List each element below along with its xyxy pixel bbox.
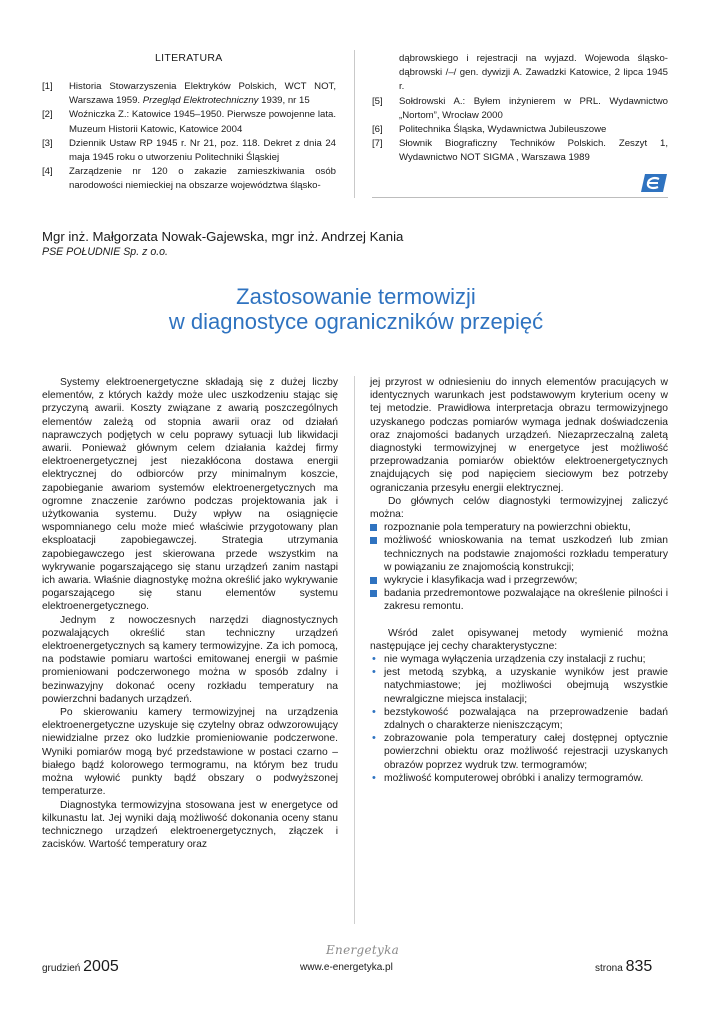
reference-number: [4]: [42, 166, 53, 178]
goals-list: [370, 521, 668, 613]
reference-item: [42, 165, 336, 193]
body-paragraph: Diagnostyka termowizyjna stosowana jest w energetyce od kilkunastu lat. Jej wyniki dają możliwość dokonania oceny stanu technicznego urządzeń elektroenergetycznych, złączek i zacisków. Wartość temperatury oraz: [42, 799, 338, 851]
body-paragraph: Do głównych celów diagnostyki termowizyjnej zaliczyć można:: [370, 495, 668, 521]
reference-item: [372, 123, 668, 137]
footer-year: 2005: [83, 958, 119, 975]
reference-item: [42, 137, 336, 165]
reference-item: [372, 95, 668, 123]
list-item: rozpoznanie pola temperatury na powierzchni obiektu,: [370, 521, 668, 534]
body-paragraph: Jednym z nowoczesnych narzędzi diagnostycznych pozwalających określić stan techniczny urządzeń elektroenergetycznych są kamery termowizyjne. Za ich pomocą, na podstawie pomiaru wartości emitowanej energii w paśmie promieniowani podczerwonego można w sposób zdalny i bezinwazyjny dokonać oceny rozkładu temperatury na powierzchni badanych urządzeń.: [42, 614, 338, 705]
page-number: 835: [625, 958, 653, 975]
body-paragraph: Po skierowaniu kamery termowizyjnej na urządzenia elektroenergetyczne uzyskuje się czytelny obraz odwzorowujący niewidzialne przez oko ludzkie promieniowanie podczerwone. Wyniki pomiarów mogą być przedstawione w postaci czarno – białego bądź kolorowego termogramu, na którym bez trudu można wyłowić punkty bądź obszary o podwyższonej temperaturze.: [42, 707, 338, 798]
body-paragraph: Systemy elektroenergetyczne składają się z dużej liczby elementów, z których każdy może ulec uszkodzeniu stając się przyczyną awarii. Koszty związane z awarią poszczególnych elementów zależą od stopnia awarii oraz od działań naprawczych podjętych w celu poprawy sytuacji lub likwidacji awarii. Ponieważ głównym celem działania każdej firmy elektroenergetycznej jest niezakłócona dostawa energii elektrycznej do odbiorców przy minimalnym koszcie, zapobieganie awariom systemów elektroenergetycznych ma ogromne znaczenie zarówno podczas projektowania jak i użytkowania systemu. Duży wpływ na osiągnięcie wspomnianego celu może mieć właściwie przygotowany plan eksploatacji zapobiegawczej. Strategia utrzymania zapobiegawczego jest skierowana przede wszystkim na wykrywanie pogarszającego się stanu urządzeń zanim nastąpi ich awaria. Właśnie diagnostykę można określić jako wykrywanie pogarszającego się stanu elementów systemu elektroenergetycznego.: [42, 377, 338, 613]
reference-number: [6]: [372, 124, 383, 136]
footer-month: grudzień: [42, 963, 81, 974]
article-right-column: [370, 376, 668, 785]
list-item: możliwość wnioskowania na temat uszkodzeń lub zmian technicznych na podstawie znajomości rozkładu temperatury w powiązaniu ze znajomością konstrukcji;: [370, 534, 668, 574]
list-item: • bezstykowość pozwalająca na przeprowadzenie badań zdalnych o charakterze nieniszczącym;: [370, 706, 668, 732]
footer-url: www.e-energetyka.pl: [300, 962, 393, 973]
features-list: [370, 653, 668, 785]
literature-heading: LITERATURA: [155, 52, 223, 64]
list-item: • jest metodą szybką, a uzyskanie wyników jest prawie natychmiastowe; jej możliwości obejmują wszystkie newralgiczne miejsca instalacji;: [370, 666, 668, 706]
reference-number: [1]: [42, 81, 53, 92]
reference-number: [7]: [372, 138, 383, 150]
list-item: badania przedremontowe pozwalające na określenie pilności i zakresu remontu.: [370, 587, 668, 613]
reference-text: Woźniczka Z.: Katowice 1945–1950. Pierwsze powojenne lata. Muzeum Historii Katowic, Katowice 2004: [69, 109, 336, 135]
footer-brand-logo: Energetyka: [326, 943, 400, 957]
title-line: w diagnostyce ograniczników przepięć: [168, 309, 544, 334]
reference-text: Słownik Biograficzny Techników Polskich. Zeszyt 1, Wydawnictwo NOT SIGMA , Warszawa 1989: [399, 138, 668, 164]
article-authors: Mgr inż. Małgorzata Nowak-Gajewska, mgr inż. Andrzej Kania: [42, 229, 404, 244]
author-company: PSE POŁUDNIE Sp. z o.o.: [42, 246, 168, 258]
reference-text: Sołdrowski A.: Byłem inżynierem w PRL. Wydawnictwo „Nortom”, Wrocław 2000: [399, 95, 668, 121]
reference-item: [42, 80, 336, 108]
body-paragraph: jej przyrost w odniesieniu do innych elementów pracujących w identycznych warunkach jest podstawowym kryterium oceny w tej metodzie. Prawidłowa interpretacja obrazu termowizyjnego uzyskanego podczas pomiarów wymaga jednak doświadczenia oraz znajomości badanych urządzeń. Niezaprzeczalną zaletą diagnostyki termowizyjnej w energetyce jest możliwość przeprowadzania pomiarów obiektów elektroenergetycznych znajdujących się pod napięciem sieciowym bez potrzeby ograniczania przesyłu energii elektrycznej.: [370, 377, 668, 494]
column-divider: [354, 50, 355, 198]
reference-continuation: dąbrowskiego i rejestracji na wyjazd. Wojewoda śląsko-dąbrowski /–/ gen. dywizji A. Zawadzki Katowice, 2 lipca 1945 r.: [399, 53, 668, 93]
reference-number: [5]: [372, 95, 383, 107]
end-of-article-rule: [372, 197, 668, 198]
references-right-column: [372, 52, 668, 166]
footer-page: [595, 958, 652, 976]
reference-text: Dziennik Ustaw RP 1945 r. Nr 21, poz. 118. Dekret z dnia 24 maja 1945 roku o utworzeniu Politechniki Śląskiej: [69, 137, 336, 164]
references-left-column: [42, 80, 336, 194]
list-item: • możliwość komputerowej obróbki i analizy termogramów.: [370, 772, 668, 785]
reference-item: [372, 137, 668, 165]
reference-text: Historia Stowarzyszenia Elektryków Polskich, WCT NOT, Warszawa 1959. Przegląd Elektrotechniczny 1939, nr 15: [69, 81, 336, 107]
footer-date: [42, 958, 119, 976]
title-line: Zastosowanie termowizji: [236, 284, 476, 309]
page-label: strona: [595, 963, 623, 974]
list-item: • nie wymaga wyłączenia urządzenia czy instalacji z ruchu;: [370, 653, 668, 666]
article-title: [40, 284, 672, 334]
body-paragraph: Wśród zalet opisywanej metody wymienić można następujące jej cechy charakterystyczne:: [370, 627, 668, 652]
reference-text: Politechnika Śląska, Wydawnictwa Jubileuszowe: [399, 124, 607, 136]
reference-text: Zarządzenie nr 120 o zakazie zamieszkiwania osób narodowości niemieckiej na obszarze województwa śląsko-: [69, 166, 336, 192]
reference-number: [2]: [42, 109, 53, 121]
list-item: wykrycie i klasyfikacja wad i przegrzewów;: [370, 574, 668, 587]
reference-number: [3]: [42, 137, 53, 149]
column-divider: [354, 376, 355, 924]
energetyka-logo-icon: [641, 174, 667, 192]
article-left-column: [42, 376, 338, 851]
list-item: • zobrazowanie pola temperatury całej dostępnej optycznie powierzchni obiektu oraz możliwość rejestracji uzyskanych obrazów poprzez wydruk tzw. termogramów;: [370, 732, 668, 772]
reference-item: [42, 108, 336, 136]
